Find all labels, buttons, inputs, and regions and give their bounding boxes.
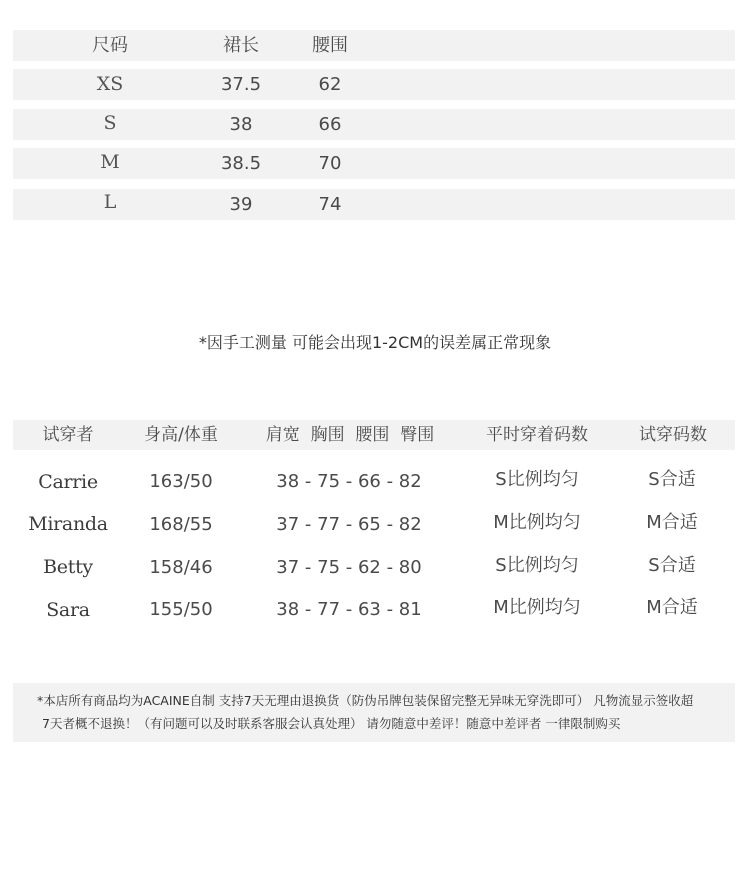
header-measurements: 肩宽 胸围 腰围 臀围 [265,425,435,445]
size-row [13,189,735,220]
waist-cell: 74 [318,194,342,215]
return-policy-note [13,683,735,742]
tried-size-cell: M合适 [646,512,698,533]
tried-size-cell: S合适 [648,469,696,490]
header-usual-size: 平时穿着码数 [486,425,588,445]
size-cell: XS [96,73,124,95]
length-cell: 38.5 [220,153,262,174]
tester-name: Miranda [28,513,108,535]
height-weight-cell: 168/55 [149,514,213,535]
header-waist: 腰围 [312,35,348,56]
tried-size-cell: M合适 [646,597,698,618]
size-row [13,148,735,179]
policy-line-2: 7天者概不退换！（有问题可以及时联系客服会认真处理） 请勿随意中差评！随意中差评者 一律限制购买 [42,716,621,731]
length-cell: 38 [229,114,253,135]
length-cell: 39 [229,194,253,215]
measurements-cell: 38 - 77 - 63 - 81 [276,599,422,620]
usual-size-cell: M比例均匀 [493,512,581,533]
tester-name: Betty [43,556,93,578]
usual-size-cell: M比例均匀 [493,597,581,618]
header-tester: 试穿者 [42,425,94,445]
tester-name: Carrie [38,471,98,493]
usual-size-cell: S比例均匀 [495,469,579,490]
waist-cell: 62 [318,74,342,95]
waist-cell: 70 [318,153,342,174]
tried-size-cell: S合适 [648,555,696,576]
height-weight-cell: 163/50 [149,471,213,492]
measurements-cell: 37 - 75 - 62 - 80 [276,557,422,578]
size-cell: M [100,151,120,173]
length-cell: 37.5 [220,74,262,95]
header-tried-size: 试穿码数 [639,425,707,445]
header-height-weight: 身高/体重 [144,425,218,445]
size-cell: L [103,191,117,213]
usual-size-cell: S比例均匀 [495,555,579,576]
tester-name: Sara [46,599,90,621]
height-weight-cell: 155/50 [149,599,213,620]
size-row [13,109,735,140]
height-weight-cell: 158/46 [149,557,213,578]
size-cell: S [103,112,117,134]
waist-cell: 66 [318,114,342,135]
measurement-note: *因手工测量 可能会出现1-2CM的误差属正常现象 [198,333,552,352]
measurements-cell: 37 - 77 - 65 - 82 [276,514,422,535]
measurements-cell: 38 - 75 - 66 - 82 [276,471,422,492]
policy-line-1: *本店所有商品均为ACAINE自制 支持7天无理由退换货（防伪吊牌包装保留完整无异味无穿洗即可） 凡物流显示签收超 [37,693,694,708]
header-size: 尺码 [92,35,128,56]
header-length: 裙长 [223,35,259,56]
